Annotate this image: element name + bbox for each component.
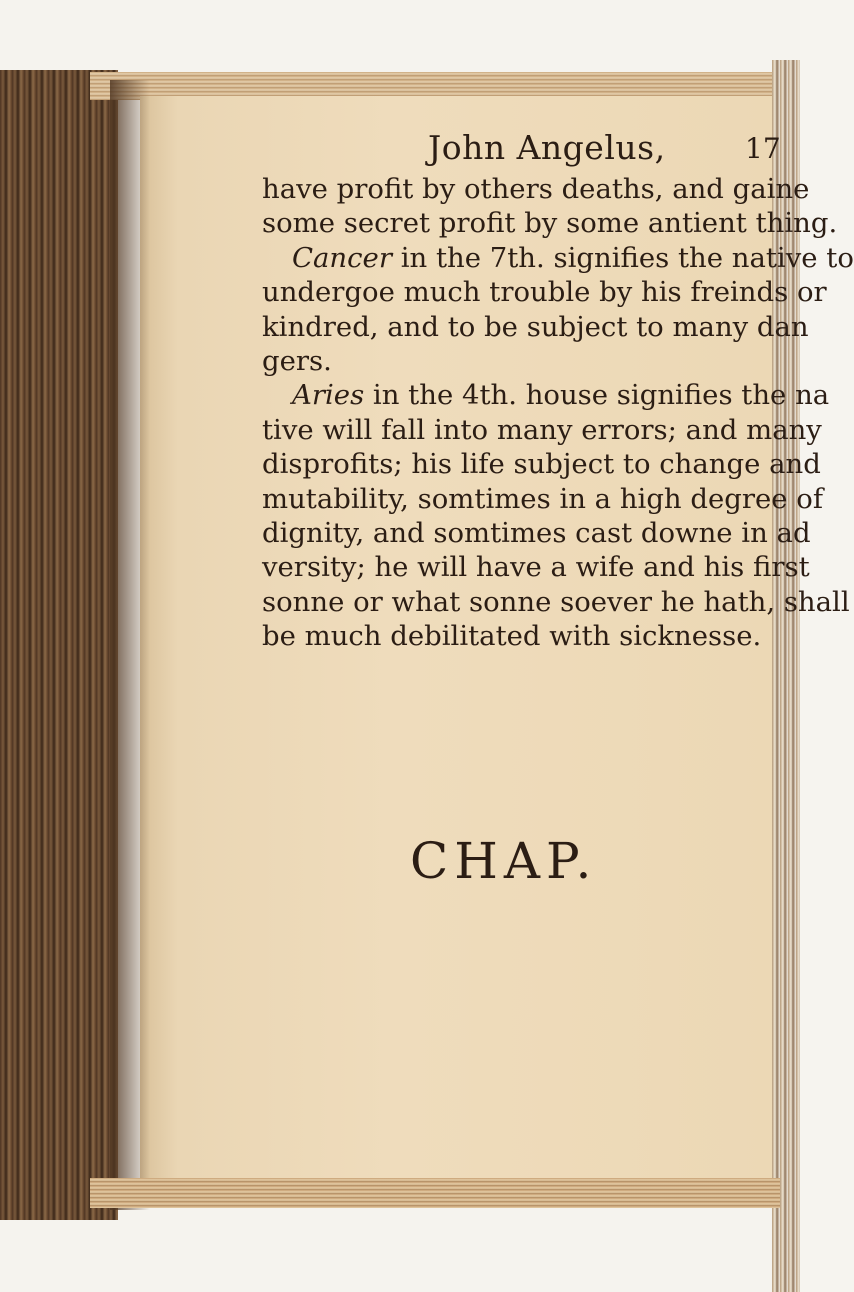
line-text: gers.	[262, 344, 332, 377]
italic-sign-name: Cancer	[292, 241, 392, 274]
text-line	[262, 585, 850, 619]
line-text: kindred, and to be subject to many dan	[262, 310, 809, 343]
text-line	[262, 413, 822, 447]
text-line	[262, 344, 772, 378]
line-text: dignity, and somtimes cast downe in ad	[262, 516, 811, 549]
text-line	[262, 550, 810, 584]
line-text: sonne or what sonne soever he hath, shall	[262, 585, 850, 618]
book-binding	[0, 70, 118, 1220]
page-number: 17	[745, 132, 781, 165]
line-text: have profit by others deaths, and gaine	[262, 173, 810, 205]
page-stack-bottom-edge	[90, 1178, 780, 1208]
line-text: disprofits; his life subject to change and	[262, 448, 821, 481]
text-line	[262, 482, 824, 516]
gutter-shadow	[110, 80, 150, 1210]
body-text	[262, 172, 854, 653]
line-text: versity; he will have a wife and his first	[262, 551, 810, 584]
line-text: undergoe much trouble by his freinds or	[262, 276, 827, 309]
text-line	[262, 172, 810, 206]
italic-sign-name: Aries	[292, 379, 365, 412]
text-line	[262, 206, 838, 240]
line-text: mutability, somtimes in a high degree of	[262, 482, 824, 515]
line-text: in the 7th. signifies the native to	[391, 241, 854, 274]
line-text: be much debilitated with sicknesse.	[262, 620, 762, 653]
text-line	[262, 275, 827, 309]
page-text	[262, 128, 854, 653]
catchword: CHAP.	[410, 832, 598, 890]
text-line	[262, 516, 811, 550]
line-text: some secret profit by some antient thing.	[262, 207, 838, 240]
line-text: in the 4th. house signifies the na	[364, 379, 830, 412]
running-head: John Angelus,	[428, 128, 666, 167]
line-text: tive will fall into many errors; and many	[262, 413, 822, 446]
text-line	[262, 310, 809, 344]
text-line	[262, 378, 830, 412]
text-line	[262, 447, 821, 481]
page-header	[262, 128, 781, 172]
text-line	[262, 619, 772, 653]
text-line	[262, 241, 854, 275]
